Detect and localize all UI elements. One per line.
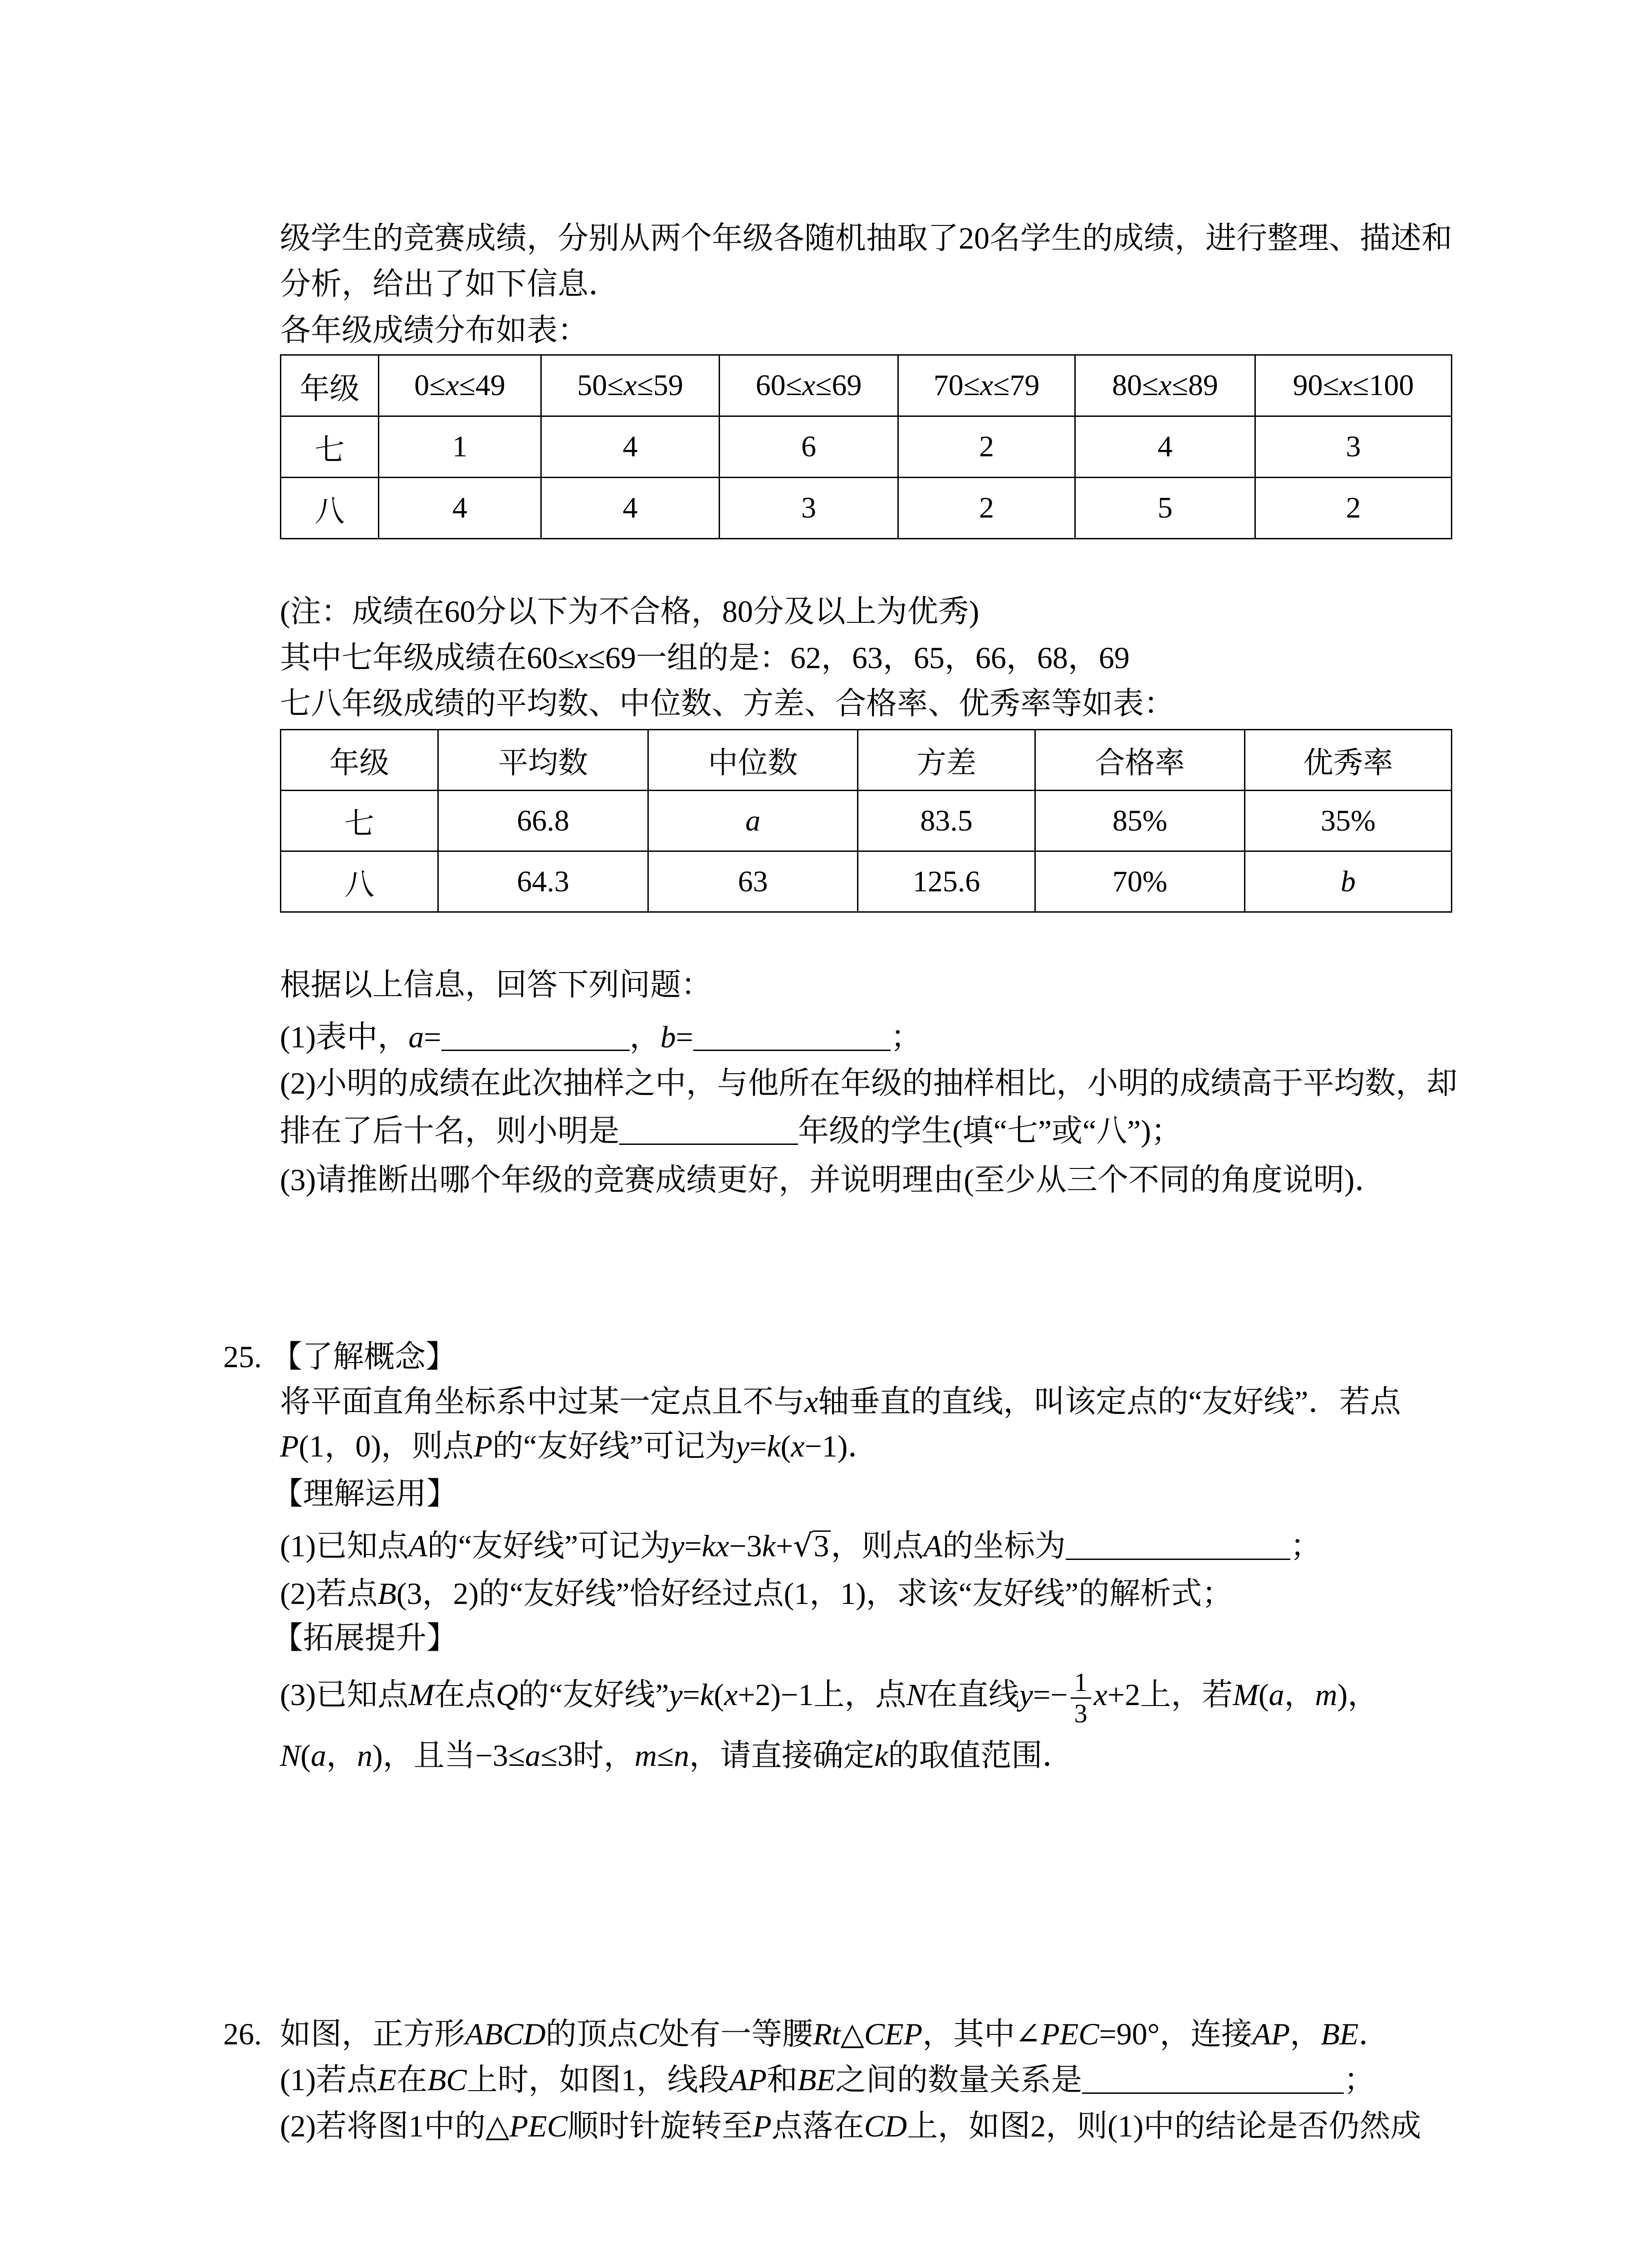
radical-sign: √ (793, 1528, 813, 1564)
count-cell: 4 (1075, 416, 1255, 478)
math-variable: k (874, 1738, 888, 1773)
math-variable: a (311, 1738, 327, 1773)
note-line: (注：成绩在60分以下为不合格，80分及以上为优秀) (280, 594, 980, 629)
math-variable: Q (495, 1677, 519, 1712)
q24-part1 (280, 1014, 921, 1060)
text-segment: ． (1358, 2017, 1390, 2051)
text-segment: 上时，如图1，线段 (466, 2063, 729, 2097)
text-segment: 的取值范围． (888, 1738, 1073, 1773)
text-segment: (2)若点 (280, 1576, 378, 1611)
q25-part1 (280, 1523, 1321, 1569)
excellent-rate-cell: 35% (1245, 791, 1452, 851)
text-segment: ≤100 (1352, 369, 1414, 402)
answer-blank (1082, 2065, 1344, 2094)
text-segment: +2上，若 (1107, 1677, 1233, 1712)
text-segment: 在直线 (926, 1677, 1019, 1712)
text-segment: 点落在 (771, 2109, 864, 2143)
score-distribution-table (280, 354, 1452, 539)
text-segment: (1)已知点 (280, 1529, 409, 1563)
text-segment: ，其中∠ (922, 2017, 1041, 2051)
questions-intro: 根据以上信息，回答下列问题： (280, 968, 712, 1002)
text-segment: −3 (729, 1529, 762, 1563)
text-segment: = (676, 1020, 694, 1054)
math-variable: x (446, 369, 459, 402)
math-variable: b (660, 1020, 676, 1054)
text-segment: ； (891, 1020, 922, 1054)
text-segment: ≤3时， (540, 1738, 635, 1773)
math-variable: N (280, 1738, 301, 1773)
math-variable: E (377, 2063, 397, 2097)
text-segment: 的“友好线”可记为 (427, 1529, 671, 1563)
definition-line (280, 1379, 1401, 1424)
text-segment: 轴垂直的直线，叫该定点的“友好线”．若点 (818, 1384, 1401, 1419)
text-segment: ≤49 (459, 369, 505, 402)
fraction-denominator: 3 (1074, 1699, 1087, 1728)
text-segment: 将平面直角坐标系中过某一定点且不与 (280, 1384, 805, 1419)
count-cell: 2 (898, 478, 1075, 539)
text-segment: △ (840, 2017, 864, 2051)
text-segment: −1)． (804, 1429, 879, 1463)
count-cell: 5 (1075, 478, 1255, 539)
intro-line: 级学生的竞赛成绩，分别从两个年级各随机抽取了20名学生的成绩，进行整理、描述和 (280, 221, 1453, 255)
math-variable: m (1315, 1677, 1337, 1712)
grade-cell: 七 (281, 791, 438, 851)
text-segment: ( (780, 1429, 791, 1463)
text-segment: ，请直接确定 (689, 1738, 875, 1773)
table-header-cell: 年级 (281, 355, 379, 416)
text-segment: ≤59 (637, 369, 683, 402)
math-variable: k (767, 1429, 781, 1463)
math-variable: x (574, 640, 588, 675)
math-variable: n (357, 1738, 373, 1773)
section-heading: 【理解运用】 (272, 1476, 458, 1511)
variance-cell: 125.6 (858, 851, 1035, 912)
table-caption: 七八年级成绩的平均数、中位数、方差、合格率、优秀率等如表： (280, 686, 1175, 721)
q24-part2: (2)小明的成绩在此次抽样之中，与他所在年级的抽样相比，小明的成绩高于平均数，却 (280, 1066, 1458, 1100)
text-segment: ≤69 (815, 369, 862, 402)
math-variable: kx (701, 1529, 730, 1563)
text-segment: = (682, 1677, 700, 1712)
text-segment: 顺时针旋转至 (568, 2109, 753, 2143)
text-segment: 如图，正方形 (280, 2017, 465, 2051)
table-header-cell (1255, 355, 1452, 416)
text-segment: 和 (766, 2063, 798, 2097)
math-variable: a (408, 1020, 424, 1054)
table-header-cell (898, 355, 1075, 416)
math-variable: A (923, 1529, 942, 1563)
math-variable: x (724, 1677, 738, 1712)
text-segment: 其中七年级成绩在60≤ (280, 640, 575, 675)
math-variable: M (408, 1677, 434, 1712)
q25-part3 (280, 1667, 1379, 1728)
answer-blank (1066, 1531, 1290, 1560)
text-segment: ≤69一组的是：62，63，65，66，68，69 (588, 640, 1130, 675)
count-cell: 2 (1255, 478, 1452, 539)
text-segment: (3，2)的“友好线”恰好经过点(1，1)，求该“友好线”的解析式； (396, 1576, 1233, 1611)
radicand: 3 (813, 1530, 831, 1560)
median-cell: a (648, 791, 858, 851)
math-variable: P (473, 1429, 493, 1463)
pass-rate-cell: 70% (1035, 851, 1245, 912)
math-variable: x (804, 1384, 818, 1419)
intro-line: 分析，给出了如下信息． (280, 267, 620, 301)
section-heading: 【了解概念】 (271, 1339, 457, 1374)
text-segment: 的坐标为 (942, 1529, 1066, 1563)
statistics-table (280, 729, 1452, 913)
math-variable: x (1158, 369, 1172, 402)
text-segment: 之间的数量关系是 (835, 2063, 1082, 2097)
math-variable: n (674, 1738, 690, 1773)
q26-part2 (280, 2103, 1421, 2149)
table-header-cell (541, 355, 720, 416)
math-variable: BE (1321, 2017, 1359, 2051)
text-segment: 70≤ (933, 369, 980, 402)
math-variable: ABCD (465, 2017, 546, 2051)
table-header-cell: 中位数 (648, 730, 858, 791)
table-header-cell: 年级 (281, 730, 438, 791)
math-variable: B (377, 1576, 397, 1611)
math-variable: k (762, 1529, 776, 1563)
q26-part1 (280, 2057, 1375, 2102)
math-variable: A (408, 1529, 427, 1563)
answer-blank (441, 1022, 630, 1051)
text-segment: 排在了后十名，则小明是 (280, 1114, 620, 1148)
q26-stem (280, 2011, 1389, 2057)
math-variable: y (669, 1677, 683, 1712)
count-cell: 3 (1255, 416, 1452, 478)
grade-cell: 七 (281, 416, 379, 478)
text-segment: 处有一等腰 (658, 2017, 813, 2051)
text-segment: (3)已知点 (280, 1677, 409, 1712)
text-segment: ， (629, 1020, 661, 1054)
math-variable: CEP (864, 2017, 923, 2051)
math-variable: a (1269, 1677, 1284, 1712)
table-header-cell (720, 355, 898, 416)
text-segment: (1，0)，则点 (299, 1429, 474, 1463)
q24-part2-continued (280, 1108, 1182, 1154)
text-segment: 年级的学生(填“七”或“八”)； (798, 1114, 1182, 1148)
q25-part2 (280, 1571, 1233, 1616)
math-variable: x (1339, 369, 1353, 402)
table-row (281, 851, 1452, 912)
mean-cell: 66.8 (438, 791, 648, 851)
text-segment: (2)若将图1中的△ (280, 2109, 509, 2143)
math-variable: Rt (813, 2017, 841, 2051)
math-variable: y (1019, 1677, 1033, 1712)
text-segment: 90≤ (1293, 369, 1339, 402)
q25-part3-continued (280, 1733, 1073, 1778)
table-row (281, 416, 1452, 478)
table-header-row (281, 355, 1452, 416)
excellent-rate-cell: b (1245, 851, 1452, 912)
count-cell: 3 (720, 478, 898, 539)
table-header-cell (379, 355, 541, 416)
text-segment: ≤89 (1171, 369, 1218, 402)
text-segment: 上，如图2，则(1)中的结论是否仍然成 (907, 2109, 1421, 2143)
text-segment: )，且当−3≤ (372, 1738, 525, 1773)
text-segment: =− (1033, 1677, 1068, 1712)
math-variable: x (802, 369, 816, 402)
count-cell: 2 (898, 416, 1075, 478)
math-variable: AP (729, 2063, 767, 2097)
text-segment: ， (1290, 2017, 1321, 2051)
text-segment: 60≤ (755, 369, 802, 402)
math-variable: a (525, 1738, 541, 1773)
text-segment: 0≤ (414, 369, 446, 402)
text-segment: (1)表中， (280, 1020, 409, 1054)
math-variable: x (1093, 1677, 1107, 1712)
definition-line (280, 1423, 878, 1469)
math-variable: C (638, 2017, 659, 2051)
text-segment: ，则点 (831, 1529, 924, 1563)
table-header-row (281, 730, 1452, 791)
table-row (281, 478, 1452, 539)
grade-cell: 八 (281, 478, 379, 539)
math-variable: x (623, 369, 637, 402)
text-segment: ， (1284, 1677, 1315, 1712)
table-header-cell: 合格率 (1035, 730, 1245, 791)
text-segment: ； (1343, 2063, 1375, 2097)
text-segment: 在点 (434, 1677, 496, 1712)
count-cell: 4 (541, 478, 720, 539)
math-variable: x (980, 369, 994, 402)
q24-part3: (3)请推断出哪个年级的竞赛成绩更好，并说明理由(至少从三个不同的角度说明)． (280, 1163, 1386, 1197)
fraction (1071, 1669, 1091, 1727)
text-segment: ， (326, 1738, 358, 1773)
math-variable: k (700, 1677, 714, 1712)
count-cell: 4 (379, 478, 541, 539)
group-scores-line (280, 635, 1130, 680)
text-segment: +2)−1上，点 (738, 1677, 906, 1712)
answer-blank (619, 1116, 798, 1145)
text-segment: ≤ (656, 1738, 674, 1773)
math-variable: P (280, 1429, 299, 1463)
math-variable: x (791, 1429, 805, 1463)
text-segment: (1)若点 (280, 2063, 378, 2097)
math-variable: BC (427, 2063, 467, 2097)
table-header-cell: 平均数 (438, 730, 648, 791)
text-segment: ( (300, 1738, 311, 1773)
count-cell: 1 (379, 416, 541, 478)
text-segment: ( (1258, 1677, 1269, 1712)
text-segment: 在 (396, 2063, 427, 2097)
text-segment: 80≤ (1112, 369, 1159, 402)
math-variable: P (753, 2109, 772, 2143)
question-number: 26. (223, 2017, 262, 2051)
math-variable: PEC (509, 2109, 568, 2143)
text-segment: =90°，连接 (1099, 2017, 1253, 2051)
text-segment: ≤79 (993, 369, 1040, 402)
variance-cell: 83.5 (858, 791, 1035, 851)
mean-cell: 64.3 (438, 851, 648, 912)
grade-cell: 八 (281, 851, 438, 912)
table-row (281, 791, 1452, 851)
text-segment: ( (714, 1677, 724, 1712)
count-cell: 4 (541, 416, 720, 478)
table-header-cell: 优秀率 (1245, 730, 1452, 791)
question-number: 25. (223, 1339, 262, 1374)
table-header-cell: 方差 (858, 730, 1035, 791)
table-caption: 各年级成绩分布如表： (280, 313, 589, 347)
fraction-numerator: 1 (1071, 1669, 1091, 1699)
pass-rate-cell: 85% (1035, 791, 1245, 851)
text-segment: = (749, 1429, 767, 1463)
text-segment: )， (1337, 1677, 1379, 1712)
text-segment: 的“友好线”可记为 (492, 1429, 736, 1463)
text-segment: = (424, 1020, 441, 1054)
text-segment: = (684, 1529, 702, 1563)
math-variable: y (735, 1429, 749, 1463)
text-segment: ； (1290, 1529, 1321, 1563)
text-segment: + (775, 1529, 794, 1563)
median-cell: 63 (648, 851, 858, 912)
answer-blank (693, 1022, 891, 1051)
section-heading: 【拓展提升】 (272, 1621, 458, 1655)
math-variable: AP (1252, 2017, 1290, 2051)
math-variable: CD (864, 2109, 907, 2143)
text-segment: 的“友好线” (518, 1677, 669, 1712)
math-variable: y (671, 1529, 685, 1563)
math-variable: m (634, 1738, 657, 1773)
count-cell: 6 (720, 416, 898, 478)
math-variable: N (906, 1677, 927, 1712)
text-segment: 50≤ (577, 369, 624, 402)
text-segment: 的顶点 (545, 2017, 638, 2051)
math-variable: M (1233, 1677, 1259, 1712)
math-variable: PEC (1041, 2017, 1099, 2051)
table-header-cell (1075, 355, 1255, 416)
math-variable: BE (797, 2063, 835, 2097)
